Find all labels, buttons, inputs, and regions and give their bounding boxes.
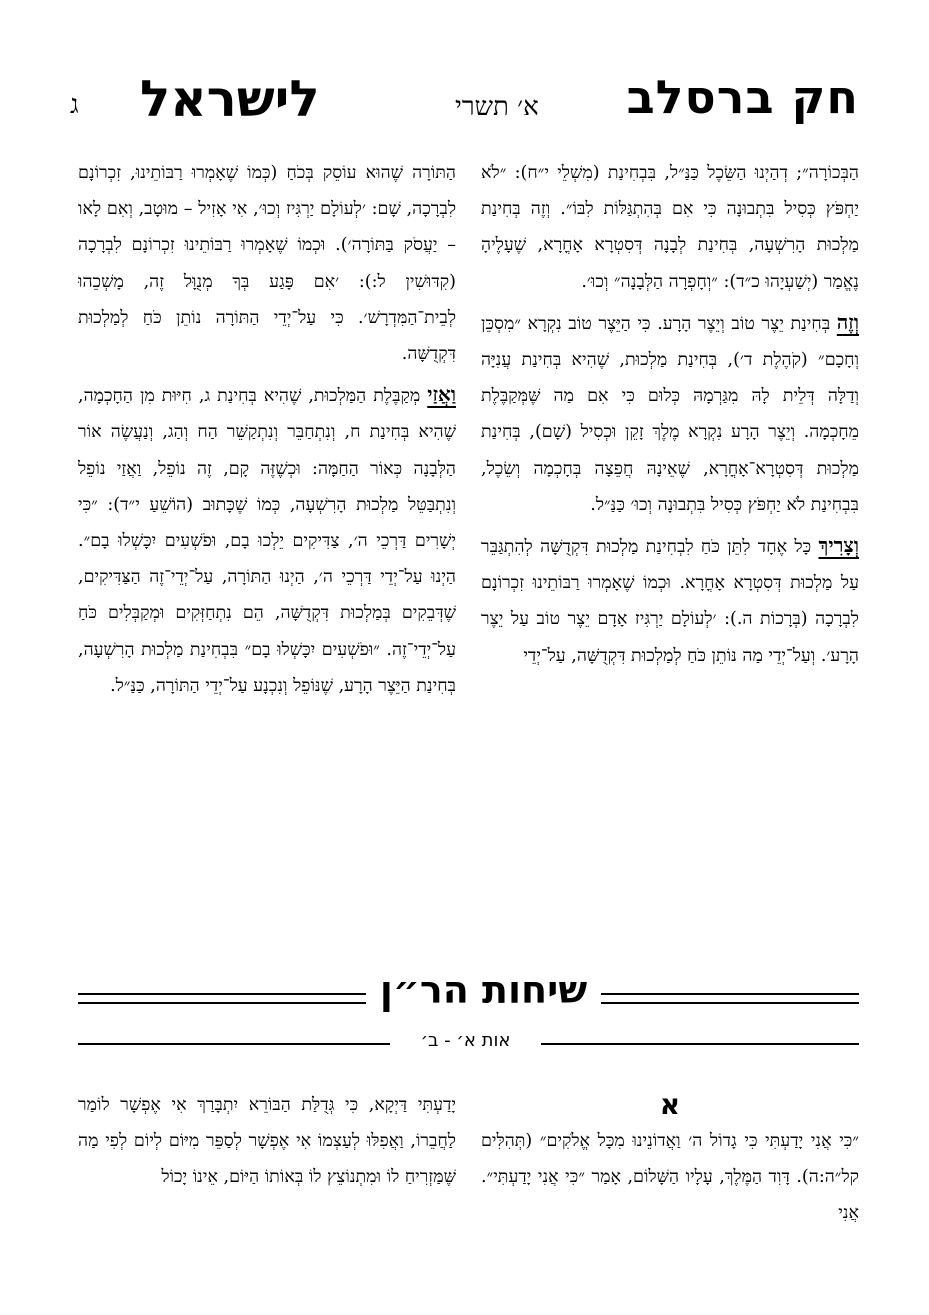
lead-word: וַאֲזַי xyxy=(427,382,456,407)
double-rule-right xyxy=(601,993,859,1004)
lead-word: וְזֶה xyxy=(836,309,859,334)
page-header xyxy=(70,70,859,140)
right-column-bottom xyxy=(481,1087,859,1236)
subsection-divider xyxy=(78,1030,859,1056)
entry-heading: א xyxy=(659,1088,681,1121)
book-subtitle: לישראל xyxy=(140,70,320,128)
page-number: ג xyxy=(70,90,79,120)
paragraph-text: מְקַבֶּלֶת הַמַּלְכוּת, שֶׁהִיא בְּחִינַת ג, חִיּוּת מִן הַחָכְמָה, שֶׁהִיא בְּחִינַת ח, וְנִתְחַבֵּר וְנִתְקַשֵּׁר הַח וְהַג, וְנַעֲשֶׂה אוֹר הַלְּבָנָה כְּאוֹר הַחַמָּה: וּכְשֶׁזֶּה קָם, זֶה נוֹפֵל, וַאֲזַי נוֹפֵל וְנִתְבַּטֵּל מַלְכוּת הָרִשְׁעָה, כְּמוֹ שֶׁכָּתוּב (הוֹשֵׁעַ י״ד): ״כִּי יְשָׁרִים דַּרְכֵי ה׳, צַדִּיקִים יֵלְכוּ בָם, וּפֹשְׁעִים יִכָּשְׁלוּ בָם״. הַיְנוּ עַל־יְדֵי דַּרְכֵי ה׳, הַיְנוּ הַתּוֹרָה, עַל־יְדֵי־זֶה הַצַּדִּיקִים, שֶׁדְּבֵקִים בְּמַלְכוּת דִּקְדֻשָּׁה, הֵם נִתְחַזְּקִים וּמְקַבְּלִים כֹּחַ עַל־יְדֵי־זֶה. ״וּפֹשְׁעִים יִכָּשְׁלוּ בָם״ בִּבְחִינַת מַלְכוּת הָרִשְׁעָה, בְּחִינַת הַיֵּצֶר הָרָע, שֶׁנּוֹפֵל וְנִכְנָע עַל־יְדֵי הַתּוֹרָה, כַּנַּ״ל. xyxy=(78,386,456,696)
paragraph-text: כָּל אֶחָד לִתֵּן כֹּחַ לִבְחִינַת מַלְכוּת דִּקְדֻשָּׁה לְהִתְגַּבֵּר עַל מַלְכוּת דְּסִטְרָא אָחֳרָא. וּכְמוֹ שֶׁאָמְרוּ רַבּוֹתֵינוּ זִכְרוֹנָם לִבְרָכָה (בְּרָכוֹת ה.): ׳לְעוֹלָם יַרְגִּיז אָדָם יֵצֶר טוֹב עַל יֵצֶר הָרָע׳. וְעַל־יְדֵי מַה נּוֹתֵן כֹּחַ לְמַלְכוּת דִּקְדֻשָּׁה, עַל־יְדֵי xyxy=(481,537,859,666)
paragraph xyxy=(481,527,859,674)
book-title: חק ברסלב xyxy=(626,70,859,124)
paragraph-text: בְּחִינַת יֵצֶר טוֹב וְיֵצֶר הָרָע. כִּי הַיֵּצֶר טוֹב נִקְרָא ״מִסְכֵּן וְחָכָם״ (קֹהֶלֶת ד׳), בְּחִינַת מַלְכוּת, שֶׁהִיא בְּחִינַת עֲנִיָּה וְדַלָּה דְּלֵית לָהּ מִגַּרְמָהּ כְּלוּם כִּי אִם מַה שֶּׁמְּקַבֶּלֶת מֵחָכְמָה. וְיֵצֶר הָרָע נִקְרָא מֶלֶךְ זָקֵן וּכְסִיל (שָׁם), בְּחִינַת מַלְכוּת דְּסִטְרָא־אָחֳרָא, שֶׁאֵינָהּ חֲפֵצָה בְּחָכְמָה וְשֵׂכֶל, בִּבְחִינַת לֹא יַחְפֹּץ כְּסִיל בִּתְבוּנָה וְכוּ׳ כַּנַּ״ל. xyxy=(481,313,859,515)
date-label: א׳ תשרי xyxy=(455,92,539,122)
paragraph: יָדַעְתִּי דַּיְקָא, כִּי גְּדֻלַּת הַבּוֹרֵא יִתְבָּרַךְ אִי אֶפְשָׁר לוֹמַר לַחֲבֵרוֹ, וַאֲפִלּוּ לְעַצְמוֹ אִי אֶפְשָׁר לְסַפֵּר מִיּוֹם לְיוֹם לְפִי מַה שֶּׁמַּזְרִיחַ לוֹ וּמִתְנוֹצֵץ לוֹ בְּאוֹתוֹ הַיּוֹם, אֵינוֹ יָכוֹל xyxy=(78,1095,456,1188)
paragraph: הַבְּכוֹרָה״; דְהַיְנוּ הַשֵּׂכֶל כַּנַּ״ל, בִּבְחִינַת (מִשְׁלֵי י״ח): ״לֹא יַחְפֹּץ כְּסִיל בִּתְבוּנָה כִּי אִם בְּהִתְגַּלּוֹת לִבּוֹ״. וְזֶה בְּחִינַת מַלְכוּת הָרִשְׁעָה, בְּחִינַת לְבָנָה דְּסִטְרָא אָחֳרָא, שֶׁעָלֶיהָ נֶאֱמַר (יְשַׁעְיָהוּ כ״ד): ״וְחָפְרָה הַלְּבָנָה״ וְכוּ׳. xyxy=(481,163,859,292)
double-rule-left xyxy=(78,993,366,1004)
paragraph: ״כִּי אֲנִי יָדַעְתִּי כִּי גָדוֹל ה׳ וַאֲדוֹנֵינוּ מִכָּל אֱלֹקִים״ (תְּהִלִּים קל״ה:ה). דָּוִד הַמֶּלֶךְ, עָלָיו הַשָּׁלוֹם, אָמַר ״כִּי אֲנִי יָדַעְתִּי״. אֲנִי xyxy=(481,1131,859,1224)
left-column-top xyxy=(78,155,456,708)
lead-word: וְצָרִיךְ xyxy=(818,533,859,558)
subsection-range: אות א׳ - ב׳ xyxy=(420,1030,511,1051)
paragraph: הַתּוֹרָה שֶׁהוּא עוֹסֵק בְּכֹחַ (כְּמוֹ שֶׁאָמְרוּ רַבּוֹתֵינוּ, זִכְרוֹנָם לִבְרָכָה, שָׁם: ׳לְעוֹלָם יַרְגִּיז וְכוּ׳, אִי אָזִיל – מוּטָב, וְאִם לָאו – יַעֲסֹק בַּתּוֹרָה׳). וּכְמוֹ שֶׁאָמְרוּ רַבּוֹתֵינוּ זִכְרוֹנָם לִבְרָכָה (קִדּוּשִׁין ל:): ׳אִם פָּגַע בְּךָ מְנֻוָּל זֶה, מָשְׁכֵהוּ לְבֵית־הַמִּדְרָשׁ׳. כִּי עַל־יְדֵי הַתּוֹרָה נוֹתֵן כֹּחַ לְמַלְכוּת דִּקְדֻשָּׁה. xyxy=(78,163,456,365)
paragraph xyxy=(481,304,859,523)
section-title: שיחות הר״ן xyxy=(379,968,588,1012)
section-divider xyxy=(78,968,859,1018)
paragraph xyxy=(78,376,456,704)
rule-right xyxy=(541,1043,859,1045)
rule-left xyxy=(78,1043,390,1045)
left-column-bottom xyxy=(78,1087,456,1200)
right-column-top xyxy=(481,155,859,678)
